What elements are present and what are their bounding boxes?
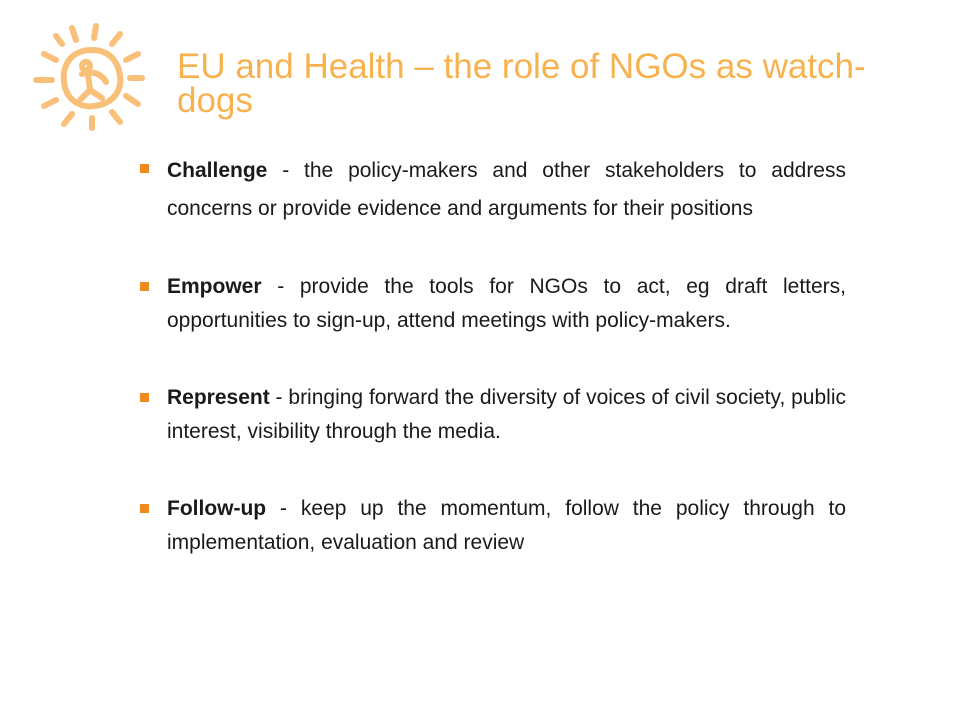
bullet-text: - keep up the momentum, follow the policy through to implementation, evaluation and review bbox=[167, 497, 846, 554]
sun-logo bbox=[22, 22, 162, 132]
bullet-term: Follow-up bbox=[167, 497, 267, 520]
bullet-term: Empower bbox=[167, 275, 262, 298]
slide-title: EU and Health – the role of NGOs as watch-dogs bbox=[177, 47, 866, 120]
bullet-text: - the policy-makers and other stakeholders to address concerns or provide evidence and arguments for their positions bbox=[167, 159, 846, 220]
bullet-follow-up bbox=[140, 492, 846, 560]
bullet-term: Challenge bbox=[167, 159, 268, 182]
sun-with-figure-icon bbox=[22, 22, 162, 132]
square-bullet-icon bbox=[140, 393, 149, 402]
bullet-represent bbox=[140, 381, 846, 449]
bullet-list bbox=[140, 152, 846, 560]
bullet-challenge bbox=[140, 152, 846, 228]
square-bullet-icon bbox=[140, 164, 149, 173]
bullet-empower bbox=[140, 270, 846, 338]
square-bullet-icon bbox=[140, 282, 149, 291]
square-bullet-icon bbox=[140, 504, 149, 513]
bullet-term: Represent bbox=[167, 386, 270, 409]
bullet-text: - provide the tools for NGOs to act, eg draft letters, opportunities to sign-up, attend meetings with policy-makers. bbox=[167, 275, 846, 332]
bullet-text: - bringing forward the diversity of voices of civil society, public interest, visibility through the media. bbox=[167, 386, 846, 443]
